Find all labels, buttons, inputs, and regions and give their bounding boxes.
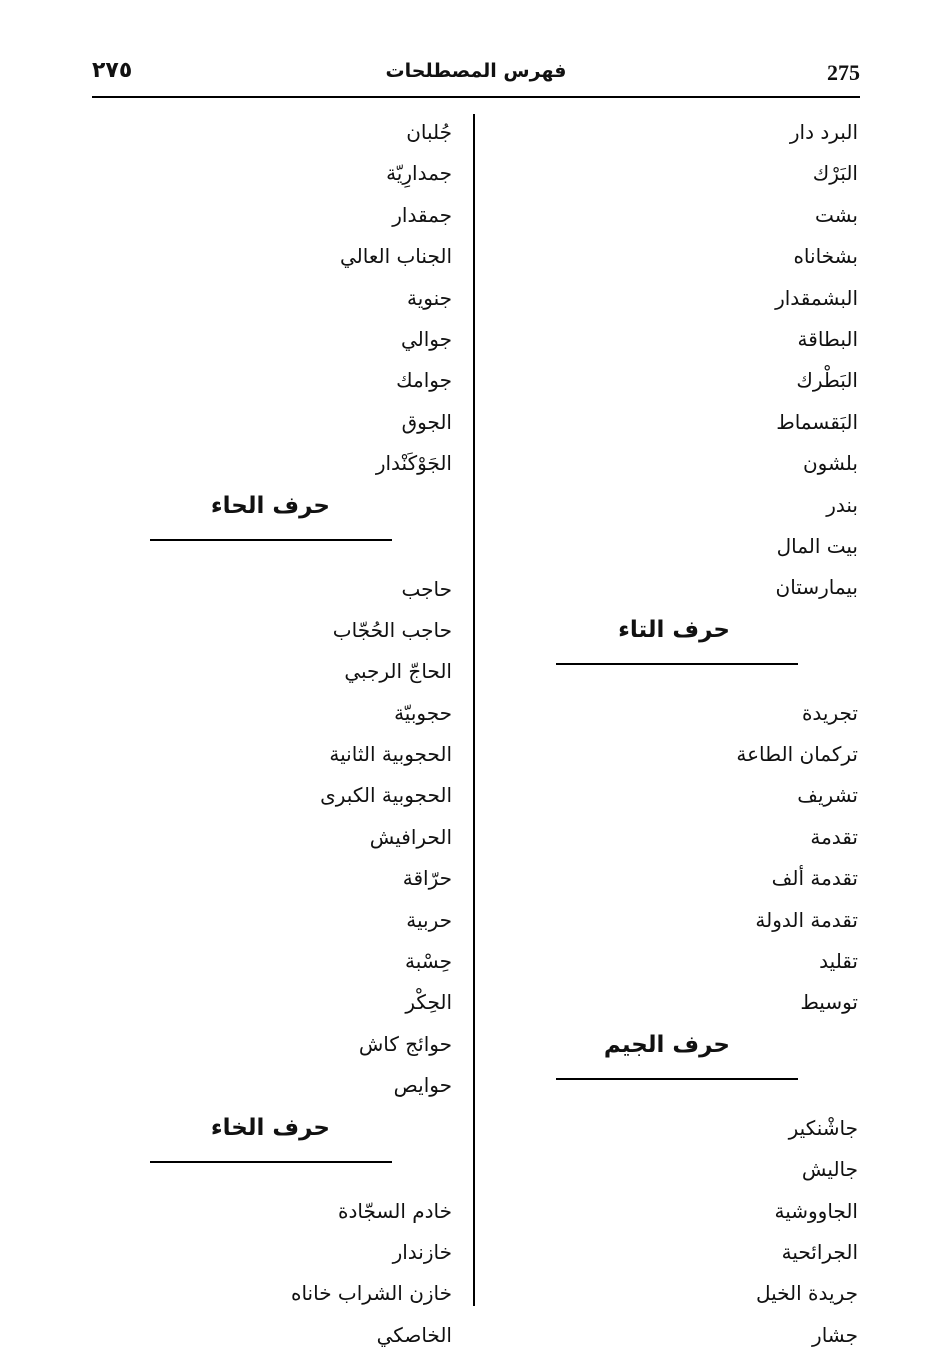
section-rule: [150, 539, 392, 541]
index-term: البَطْرك: [796, 368, 858, 393]
index-term: تقليد: [819, 949, 858, 974]
section-header-ha: [110, 485, 452, 569]
index-term: بلشون: [802, 451, 858, 476]
index-term: تركمان الطاعة: [736, 742, 858, 767]
section-title: حرف الخاء: [210, 1114, 330, 1141]
index-term: جنوية: [406, 285, 452, 310]
index-term: جاشْنكير: [788, 1115, 858, 1140]
index-term: بشت: [814, 202, 858, 227]
index-term: الحجوبية الكبرى: [320, 783, 452, 808]
page-number-latin: 275: [827, 60, 860, 85]
index-term: الخاصكي: [376, 1322, 452, 1347]
index-term: البطاقة: [797, 326, 858, 351]
index-term: البشمقدار: [775, 285, 858, 310]
section-title: حرف الحاء: [210, 492, 330, 519]
page-header: [92, 52, 860, 96]
index-term: تقدمة: [810, 824, 858, 849]
index-term: جريدة الخيل: [755, 1281, 858, 1306]
index-term: خادم السجّادة: [338, 1198, 452, 1223]
index-term: جوامك: [396, 368, 452, 393]
section-rule: [556, 663, 798, 665]
index-term: جمدارِيّة: [386, 161, 452, 186]
index-term: الجوق: [401, 409, 452, 434]
index-term: الحاجّ الرجبي: [344, 659, 452, 684]
index-term: حاجب: [401, 576, 452, 601]
left-column: [110, 112, 452, 1356]
index-term: جاليش: [801, 1157, 858, 1182]
right-column: [520, 112, 858, 1356]
term-list: [520, 1108, 858, 1356]
index-term: بيمارستان: [775, 575, 858, 600]
index-term: تقدمة الدولة: [755, 907, 858, 932]
term-list: [520, 112, 858, 609]
index-term: جمقدار: [392, 202, 452, 227]
section-title: حرف التاء: [618, 616, 730, 643]
section-rule: [150, 1161, 392, 1163]
section-rule: [556, 1078, 798, 1080]
term-list: [520, 693, 858, 1024]
index-term: البَرْك: [812, 161, 858, 186]
page-number-arabic: ٢٧٥: [92, 58, 133, 83]
index-term: الجَوْكَنْدار: [375, 451, 452, 476]
header-rule: [92, 96, 860, 98]
index-term: حوايص: [393, 1073, 452, 1098]
index-term: تجريدة: [801, 700, 858, 725]
index-term: حجوبيّة: [394, 700, 452, 725]
index-term: البَقسماط: [776, 409, 858, 434]
index-term: بشخاناه: [793, 244, 858, 269]
index-term: خازندار: [392, 1239, 452, 1264]
index-term: تشريف: [797, 783, 858, 808]
index-term: حِسْبة: [405, 949, 452, 974]
column-divider: [473, 114, 475, 1306]
index-term: حوائج كاش: [358, 1031, 452, 1056]
section-header-jim: [520, 1024, 858, 1108]
index-term: الجاووشية: [774, 1198, 858, 1223]
index-term: جوالي: [400, 326, 452, 351]
index-term: حربية: [406, 907, 452, 932]
index-term: توسيط: [800, 990, 858, 1015]
index-term: تقدمة ألف: [771, 866, 858, 891]
index-term: جُلبان: [406, 120, 452, 144]
term-list: [110, 569, 452, 1107]
index-term: بندر: [826, 492, 858, 517]
index-term: الحجوبية الثانية: [329, 742, 452, 767]
index-term: جشار: [812, 1322, 858, 1347]
index-term: حاجب الحُجّاب: [332, 617, 452, 642]
section-header-kha: [110, 1107, 452, 1191]
section-header-ta: [520, 609, 858, 693]
index-term: الحِكْر: [405, 990, 452, 1015]
index-term: خازن الشراب خاناه: [290, 1281, 452, 1306]
running-title: فهرس المصطلحات: [385, 60, 567, 82]
term-list: [110, 112, 452, 485]
index-term: بيت المال: [776, 533, 858, 558]
index-term: حرّاقة: [402, 866, 452, 891]
section-title: حرف الجيم: [603, 1031, 730, 1058]
index-term: الحرافيش: [369, 824, 452, 849]
index-term: الجناب العالي: [339, 244, 452, 269]
index-term: الجرائحية: [781, 1239, 858, 1264]
term-list: [110, 1191, 452, 1357]
index-term: البرد دار: [789, 120, 858, 144]
